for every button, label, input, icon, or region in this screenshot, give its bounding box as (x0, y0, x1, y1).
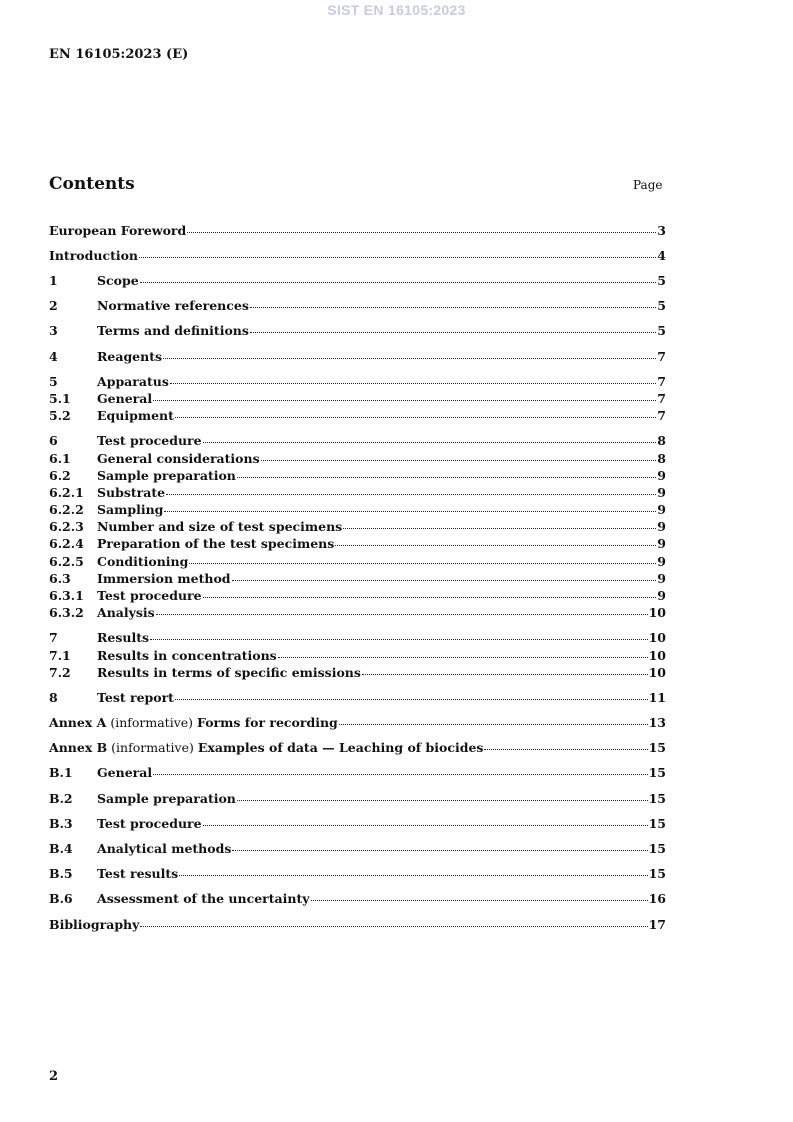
toc-entry-page: 13 (648, 715, 666, 730)
toc-entry-page: 15 (648, 841, 666, 856)
toc-entry-title: Number and size of test specimens (97, 519, 343, 534)
toc-entry-title: General considerations (97, 451, 260, 466)
annex-title: Forms for recording (197, 715, 338, 730)
toc-entry-title: Bibliography (49, 917, 140, 932)
toc-leader-dots (232, 840, 647, 851)
toc-entry-page: 15 (648, 740, 666, 755)
toc-leader-dots (203, 815, 648, 826)
toc-entry-number: 7.1 (49, 648, 71, 663)
toc-entry-number: 6 (49, 433, 58, 448)
toc-entry-number: 6.3 (49, 571, 71, 586)
toc-entry-page: 9 (657, 485, 666, 500)
toc-entry-page: 10 (648, 648, 666, 663)
toc-entry[interactable] (49, 715, 666, 732)
toc-entry-page: 8 (657, 433, 666, 448)
toc-entry-title: Test procedure (97, 433, 202, 448)
toc-entry[interactable] (49, 665, 666, 682)
toc-entry[interactable] (49, 349, 666, 366)
toc-entry-number: 6.3.1 (49, 588, 84, 603)
toc-entry-title: Assessment of the uncertainty (97, 891, 310, 906)
toc-entry-page: 17 (648, 917, 666, 932)
toc-entry[interactable] (49, 273, 666, 290)
toc-entry-title: Analytical methods (97, 841, 232, 856)
toc-entry[interactable] (49, 223, 666, 240)
page-number: 2 (49, 1069, 59, 1084)
toc-entry[interactable] (49, 536, 666, 553)
toc-leader-dots (362, 664, 648, 675)
toc-entry-number: 5 (49, 374, 58, 389)
toc-entry-number: 7 (49, 630, 58, 645)
toc-entry-page: 4 (657, 248, 666, 263)
toc-entry-number: B.6 (49, 891, 73, 906)
annex-label: Annex A (49, 715, 107, 730)
toc-entry-number: 7.2 (49, 665, 71, 680)
toc-entry-number: 6.3.2 (49, 605, 84, 620)
toc-leader-dots (261, 450, 657, 461)
contents-title: Contents (49, 174, 135, 194)
toc-entry-number: 6.2.2 (49, 502, 84, 517)
toc-entry[interactable] (49, 554, 666, 571)
toc-entry-page: 9 (657, 468, 666, 483)
toc-entry-page: 9 (657, 536, 666, 551)
toc-entry[interactable] (49, 451, 666, 468)
toc-entry-title: Introduction (49, 248, 139, 263)
toc-entry[interactable] (49, 588, 666, 605)
toc-entry-title: Apparatus (97, 374, 169, 389)
toc-entry-page: 7 (657, 408, 666, 423)
toc-entry-number: 6.2.3 (49, 519, 84, 534)
page-column-label: Page (633, 178, 663, 192)
toc-entry-page: 15 (648, 791, 666, 806)
toc-entry[interactable] (49, 630, 666, 647)
toc-entry[interactable] (49, 891, 666, 908)
toc-entry[interactable] (49, 841, 666, 858)
toc-entry-number: 2 (49, 298, 58, 313)
toc-entry-title: Test procedure (97, 816, 202, 831)
toc-entry-title: Equipment (97, 408, 174, 423)
toc-entry-page: 5 (657, 323, 666, 338)
annex-label: Annex B (49, 740, 108, 755)
toc-entry-page: 16 (648, 891, 666, 906)
toc-leader-dots (189, 553, 656, 564)
toc-leader-dots (153, 390, 656, 401)
document-id: EN 16105:2023 (E) (49, 47, 189, 62)
toc-entry[interactable] (49, 690, 666, 707)
toc-leader-dots (278, 647, 648, 658)
toc-entry[interactable] (49, 791, 666, 808)
toc-leader-dots (484, 739, 647, 750)
toc-leader-dots (237, 467, 656, 478)
toc-entry-title: Test results (97, 866, 179, 881)
annex-title: Examples of data — Leaching of biocides (197, 740, 484, 755)
toc-entry-number: 1 (49, 273, 58, 288)
toc-leader-dots (203, 587, 657, 598)
toc-entry-title (49, 715, 338, 730)
toc-entry-title: Terms and definitions (97, 323, 249, 338)
toc-entry-title (49, 740, 483, 755)
toc-entry-page: 10 (648, 605, 666, 620)
toc-entry-number: 5.1 (49, 391, 71, 406)
toc-entry[interactable] (49, 866, 666, 883)
toc-entry-page: 7 (657, 349, 666, 364)
toc-entry-page: 10 (648, 630, 666, 645)
toc-entry-number: B.1 (49, 765, 73, 780)
toc-entry-page: 7 (657, 391, 666, 406)
toc-leader-dots (175, 689, 648, 700)
annex-note: (informative) (106, 715, 198, 730)
toc-entry-title: Test report (97, 690, 174, 705)
toc-leader-dots (232, 570, 657, 581)
toc-entry-number: 6.2.1 (49, 485, 84, 500)
toc-entry[interactable] (49, 248, 666, 265)
toc-leader-dots (203, 432, 657, 443)
toc-leader-dots (335, 535, 656, 546)
toc-entry-title: Reagents (97, 349, 163, 364)
toc-entry-title: Immersion method (97, 571, 231, 586)
toc-entry-page: 3 (657, 223, 666, 238)
toc-leader-dots (343, 518, 656, 529)
toc-leader-dots (311, 890, 648, 901)
toc-leader-dots (153, 764, 647, 775)
toc-entry-number: 6.2.4 (49, 536, 84, 551)
toc-leader-dots (166, 484, 656, 495)
toc-leader-dots (163, 348, 656, 359)
toc-entry[interactable] (49, 485, 666, 502)
toc-leader-dots (170, 373, 656, 384)
toc-entry-page: 9 (657, 554, 666, 569)
toc-entry-page: 11 (648, 690, 666, 705)
toc-entry[interactable] (49, 605, 666, 622)
toc-entry-page: 9 (657, 502, 666, 517)
toc-entry-page: 5 (657, 273, 666, 288)
toc-leader-dots (150, 629, 648, 640)
toc-entry-title: Sample preparation (97, 791, 236, 806)
toc-entry[interactable] (49, 571, 666, 588)
toc-entry[interactable] (49, 391, 666, 408)
toc-entry[interactable] (49, 433, 666, 450)
toc-entry-title: Results in terms of specific emissions (97, 665, 361, 680)
toc-entry-title: Sampling (97, 502, 164, 517)
toc-entry-title: General (97, 765, 153, 780)
toc-entry[interactable] (49, 374, 666, 391)
toc-leader-dots (140, 916, 647, 927)
toc-entry[interactable] (49, 765, 666, 782)
toc-entry-number: 4 (49, 349, 58, 364)
toc-leader-dots (139, 247, 656, 258)
toc-entry[interactable] (49, 502, 666, 519)
toc-entry-title: Normative references (97, 298, 249, 313)
toc-entry-title: General (97, 391, 153, 406)
toc-entry-title: Scope (97, 273, 139, 288)
toc-entry-number: 5.2 (49, 408, 71, 423)
toc-leader-dots (250, 297, 656, 308)
toc-entry-title: Substrate (97, 485, 166, 500)
toc-entry-page: 10 (648, 665, 666, 680)
toc-leader-dots (175, 407, 656, 418)
toc-entry-page: 9 (657, 588, 666, 603)
toc-entry-title: Results (97, 630, 150, 645)
toc-entry[interactable] (49, 816, 666, 833)
toc-entry-page: 15 (648, 866, 666, 881)
toc-entry[interactable] (49, 519, 666, 536)
toc-entry[interactable] (49, 468, 666, 485)
toc-leader-dots (179, 865, 647, 876)
toc-entry-number: 3 (49, 323, 58, 338)
toc-entry-title: Conditioning (97, 554, 189, 569)
annex-note: (informative) (107, 740, 198, 755)
toc-entry-title: Test procedure (97, 588, 202, 603)
watermark: SIST EN 16105:2023 (327, 2, 466, 18)
toc-leader-dots (187, 222, 656, 233)
toc-entry-title: Analysis (97, 605, 155, 620)
toc-leader-dots (156, 604, 648, 615)
toc-leader-dots (164, 501, 656, 512)
toc-leader-dots (140, 272, 657, 283)
toc-entry-page: 15 (648, 765, 666, 780)
toc-entry-number: B.2 (49, 791, 73, 806)
toc-entry-page: 7 (657, 374, 666, 389)
toc-entry[interactable] (49, 323, 666, 340)
toc-entry-number: 6.2.5 (49, 554, 84, 569)
toc-entry-page: 15 (648, 816, 666, 831)
toc-leader-dots (339, 714, 648, 725)
toc-entry-page: 8 (657, 451, 666, 466)
toc-entry-number: 6.2 (49, 468, 71, 483)
toc-entry-title: Results in concentrations (97, 648, 277, 663)
toc-entry-page: 9 (657, 571, 666, 586)
toc-entry-number: 8 (49, 690, 58, 705)
toc-entry-number: 6.1 (49, 451, 71, 466)
toc-entry[interactable] (49, 648, 666, 665)
toc-entry[interactable] (49, 740, 666, 757)
toc-entry-number: B.4 (49, 841, 73, 856)
toc-entry-title: Sample preparation (97, 468, 236, 483)
toc-leader-dots (250, 322, 656, 333)
toc-entry-page: 5 (657, 298, 666, 313)
toc-entry-number: B.5 (49, 866, 73, 881)
toc-entry[interactable] (49, 408, 666, 425)
toc-entry-page: 9 (657, 519, 666, 534)
toc-entry-number: B.3 (49, 816, 73, 831)
toc-entry-title: Preparation of the test specimens (97, 536, 335, 551)
toc-entry[interactable] (49, 298, 666, 315)
toc-entry[interactable] (49, 917, 666, 934)
toc-entry-title: European Foreword (49, 223, 187, 238)
toc-leader-dots (237, 790, 648, 801)
